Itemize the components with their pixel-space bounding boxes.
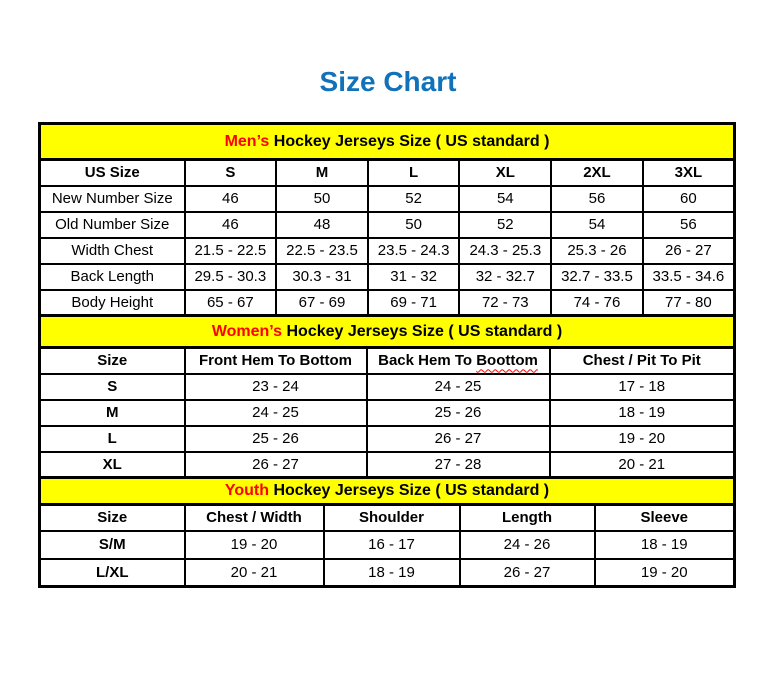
men-column-header: 2XL — [551, 160, 643, 186]
women-table-row — [40, 452, 735, 478]
youth-cell-value: 26 - 27 — [460, 559, 595, 587]
men-row-label: Back Length — [40, 264, 185, 290]
mens-band-highlight: Men’s — [224, 132, 270, 150]
youth-band-title — [40, 478, 735, 505]
men-cell-value: 48 — [276, 212, 368, 238]
mens-table-body — [40, 186, 735, 316]
youth-table-body — [40, 531, 735, 587]
women-column-header: Back Hem To Boottom — [367, 348, 550, 374]
men-row-label: New Number Size — [40, 186, 185, 212]
womens-band-highlight: Women’s — [211, 322, 283, 340]
women-row-label: L — [40, 426, 185, 452]
mens-band-text: Hockey Jerseys Size ( US standard ) — [269, 132, 550, 150]
men-column-header: US Size — [40, 160, 185, 186]
mens-band-row — [40, 124, 735, 160]
men-cell-value: 23.5 - 24.3 — [368, 238, 460, 264]
women-cell-value: 23 - 24 — [185, 374, 367, 400]
youth-table-row — [40, 559, 735, 587]
men-cell-value: 54 — [459, 186, 551, 212]
women-column-header-misspelled-word: Boottom — [476, 352, 538, 370]
youth-column-header: Size — [40, 505, 185, 531]
page-title: Size Chart — [319, 66, 457, 97]
women-cell-value: 26 - 27 — [185, 452, 367, 478]
men-cell-value: 52 — [368, 186, 460, 212]
mens-size-table — [38, 122, 736, 317]
youth-cell-value: 19 - 20 — [185, 531, 324, 559]
men-row-label: Body Height — [40, 290, 185, 316]
men-cell-value: 74 - 76 — [551, 290, 643, 316]
men-cell-value: 69 - 71 — [368, 290, 460, 316]
youth-band-text: Hockey Jerseys Size ( US standard ) — [269, 482, 550, 499]
men-cell-value: 30.3 - 31 — [276, 264, 368, 290]
men-cell-value: 33.5 - 34.6 — [643, 264, 735, 290]
womens-band-row — [40, 316, 735, 348]
men-cell-value: 52 — [459, 212, 551, 238]
men-column-header: L — [368, 160, 460, 186]
men-cell-value: 56 — [643, 212, 735, 238]
men-cell-value: 32.7 - 33.5 — [551, 264, 643, 290]
men-column-header: XL — [459, 160, 551, 186]
youth-column-header: Length — [460, 505, 595, 531]
youth-row-label: S/M — [40, 531, 185, 559]
women-cell-value: 25 - 26 — [185, 426, 367, 452]
youth-table-row — [40, 531, 735, 559]
women-column-header: Front Hem To Bottom — [185, 348, 367, 374]
men-cell-value: 60 — [643, 186, 735, 212]
women-cell-value: 18 - 19 — [550, 400, 735, 426]
youth-band-highlight: Youth — [224, 482, 269, 499]
men-cell-value: 29.5 - 30.3 — [185, 264, 277, 290]
womens-table-body — [40, 374, 735, 478]
men-cell-value: 24.3 - 25.3 — [459, 238, 551, 264]
womens-size-table — [38, 314, 736, 479]
women-cell-value: 26 - 27 — [367, 426, 550, 452]
youth-cell-value: 18 - 19 — [324, 559, 460, 587]
men-cell-value: 65 - 67 — [185, 290, 277, 316]
men-cell-value: 54 — [551, 212, 643, 238]
men-cell-value: 46 — [185, 186, 277, 212]
women-table-row — [40, 374, 735, 400]
size-tables-container — [38, 122, 736, 588]
men-column-header: S — [185, 160, 277, 186]
youth-column-header: Chest / Width — [185, 505, 324, 531]
youth-column-header: Shoulder — [324, 505, 460, 531]
women-cell-value: 19 - 20 — [550, 426, 735, 452]
men-cell-value: 22.5 - 23.5 — [276, 238, 368, 264]
men-cell-value: 77 - 80 — [643, 290, 735, 316]
mens-column-header-row — [40, 160, 735, 186]
men-table-row — [40, 290, 735, 316]
youth-size-table — [38, 476, 736, 588]
youth-cell-value: 19 - 20 — [595, 559, 735, 587]
men-cell-value: 32 - 32.7 — [459, 264, 551, 290]
men-column-header: 3XL — [643, 160, 735, 186]
men-column-header: M — [276, 160, 368, 186]
youth-band-row — [40, 478, 735, 505]
men-cell-value: 67 - 69 — [276, 290, 368, 316]
men-table-row — [40, 212, 735, 238]
youth-cell-value: 24 - 26 — [460, 531, 595, 559]
men-table-row — [40, 238, 735, 264]
men-cell-value: 50 — [276, 186, 368, 212]
womens-band-text: Hockey Jerseys Size ( US standard ) — [282, 322, 563, 340]
men-row-label: Old Number Size — [40, 212, 185, 238]
youth-column-header: Sleeve — [595, 505, 735, 531]
women-cell-value: 20 - 21 — [550, 452, 735, 478]
womens-band-title — [40, 316, 735, 348]
women-row-label: XL — [40, 452, 185, 478]
men-cell-value: 31 - 32 — [368, 264, 460, 290]
women-row-label: S — [40, 374, 185, 400]
men-cell-value: 56 — [551, 186, 643, 212]
women-column-header: Chest / Pit To Pit — [550, 348, 735, 374]
women-table-row — [40, 426, 735, 452]
men-cell-value: 50 — [368, 212, 460, 238]
mens-band-title — [40, 124, 735, 160]
womens-column-header-row — [40, 348, 735, 374]
youth-cell-value: 20 - 21 — [185, 559, 324, 587]
men-row-label: Width Chest — [40, 238, 185, 264]
men-cell-value: 46 — [185, 212, 277, 238]
youth-cell-value: 18 - 19 — [595, 531, 735, 559]
women-cell-value: 24 - 25 — [367, 374, 550, 400]
women-row-label: M — [40, 400, 185, 426]
women-cell-value: 25 - 26 — [367, 400, 550, 426]
men-table-row — [40, 264, 735, 290]
men-cell-value: 25.3 - 26 — [551, 238, 643, 264]
men-cell-value: 26 - 27 — [643, 238, 735, 264]
youth-row-label: L/XL — [40, 559, 185, 587]
women-table-row — [40, 400, 735, 426]
youth-column-header-row — [40, 505, 735, 531]
men-table-row — [40, 186, 735, 212]
women-cell-value: 27 - 28 — [367, 452, 550, 478]
women-cell-value: 24 - 25 — [185, 400, 367, 426]
youth-cell-value: 16 - 17 — [324, 531, 460, 559]
women-cell-value: 17 - 18 — [550, 374, 735, 400]
men-cell-value: 72 - 73 — [459, 290, 551, 316]
men-cell-value: 21.5 - 22.5 — [185, 238, 277, 264]
women-column-header: Size — [40, 348, 185, 374]
